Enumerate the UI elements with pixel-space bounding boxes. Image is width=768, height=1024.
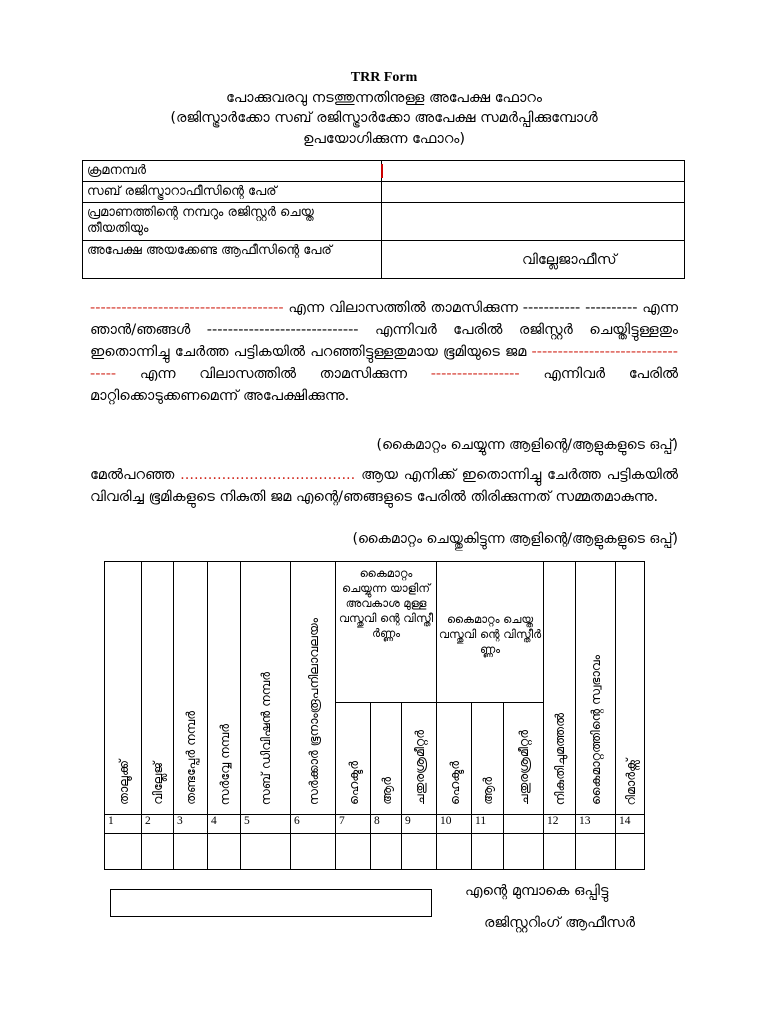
document-number-date-field[interactable] — [382, 203, 685, 241]
application-paragraph: ------------------------------------- എന്ന വിലാസത്തിൽ താമസിക്കുന്ന ----------- ---------- എന്ന ഞാൻ/ഞങ്ങൾ ----------------------------- എന്നിവർ പേരിൽ രജിസ്റ്റർ ചെയ്തിട്ടുള്ളതും ഇതൊന്നിച്ചു ചേർത്ത പട്ടികയിൽ പറഞ്ഞിട്ടുള്ളതുമായ ഭൂമിയുടെ ജമ --------------------------------- എന്ന വിലാസത്തിൽ താമസിക്കുന്ന ----------------- എന്നിവർ പേരിൽ മാറ്റിക്കൊടുക്കണമെന്ന് അപേക്ഷിക്കുന്നു. — [90, 300, 678, 404]
column-number: 6 — [291, 815, 336, 834]
data-cell[interactable] — [174, 834, 208, 870]
table-row — [105, 834, 645, 870]
form-heading: പോക്കുവരവു നടത്തുന്നതിനുള്ള അപേക്ഷ ഫോറം — [226, 90, 542, 106]
data-cell[interactable] — [336, 834, 371, 870]
table-row — [83, 241, 685, 279]
data-cell[interactable] — [142, 834, 174, 870]
column-number: 10 — [437, 815, 472, 834]
registering-officer-label: രജിസ്റ്ററിംഗ് ആഫീസർ — [484, 915, 636, 931]
property-table — [104, 561, 645, 870]
data-cell[interactable] — [437, 834, 472, 870]
subheader-are: ആർ — [472, 703, 504, 815]
column-group-transferred-area: കൈമാറ്റം ചെയ്ത വസ്തുവി ന്റെ വിസ്തീർ ണ്ണം — [437, 562, 544, 703]
data-cell[interactable] — [544, 834, 576, 870]
column-header-tax: നികുതിചുമത്തൽ — [544, 562, 576, 815]
column-header-government: സർക്കാർ ഭൂനാംരൂപനിലാവലയം — [291, 562, 336, 815]
consent-name-blank[interactable]: ...................................... — [180, 467, 356, 483]
column-header-subdivision-number: സബ് ഡിവിഷൻ നമ്പർ — [241, 562, 291, 815]
sub-registrar-office-field[interactable] — [382, 182, 685, 203]
column-number: 7 — [336, 815, 371, 834]
column-number: 8 — [371, 815, 402, 834]
subheader-hectare: ഹെക്ടർ — [336, 703, 371, 815]
transferee-names-blank[interactable]: ----------------- — [430, 366, 520, 382]
transferee-blank[interactable]: --------------------------------- — [90, 344, 678, 382]
subheader-sqm: ചതുരശ്രമീറ്റർ — [504, 703, 544, 815]
data-cell[interactable] — [504, 834, 544, 870]
data-cell[interactable] — [241, 834, 291, 870]
column-header-survey-number: സർവ്വേ നമ്പർ — [208, 562, 241, 815]
table-row — [83, 182, 685, 203]
column-number: 5 — [241, 815, 291, 834]
form-subheading: (രജിസ്ട്രാർക്കോ സബ് രജിസ്ട്രാർക്കോ അപേക്ഷ സമർപ്പിക്കുമ്പോൾ — [170, 110, 598, 126]
registering-officer-signature-box[interactable] — [110, 889, 432, 917]
subheader-are: ആർ — [371, 703, 402, 815]
serial-number-label: ക്രമനമ്പർ — [83, 161, 382, 182]
form-title: TRR Form — [350, 70, 418, 85]
column-number: 3 — [174, 815, 208, 834]
data-cell[interactable] — [402, 834, 437, 870]
column-header-remarks: റിമാർക്സ് — [616, 562, 645, 815]
serial-number-field[interactable] — [382, 161, 685, 182]
signed-before-me-label: എന്റെ മുമ്പാകെ ഒപ്പിട്ടു — [465, 883, 609, 899]
column-number: 11 — [472, 815, 504, 834]
destination-office-label: അപേക്ഷ അയക്കേണ്ട ആഫീസിന്റെ പേര് — [83, 241, 382, 279]
column-number: 4 — [208, 815, 241, 834]
data-cell[interactable] — [616, 834, 645, 870]
data-cell[interactable] — [105, 834, 142, 870]
column-number: 9 — [402, 815, 437, 834]
column-number: 13 — [576, 815, 616, 834]
form-subheading-cont: ഉപയോഗിക്കുന്ന ഫോറം) — [302, 131, 466, 147]
column-header-thandaper: തണ്ടപ്പേർ നമ്പർ — [174, 562, 208, 815]
column-group-transferor-area: കൈമാറ്റം ചെയ്യുന്ന യാളിന് അവകാശ മുള്ള വസ്തുവി ന്റെ വിസ്തീ ർണ്ണം — [336, 562, 437, 703]
column-header-village: വില്ലേജ് — [142, 562, 174, 815]
column-number — [504, 815, 544, 834]
table-row — [83, 161, 685, 182]
subheader-sqm: ചതുരശ്രമീറ്റർ — [402, 703, 437, 815]
data-cell[interactable] — [371, 834, 402, 870]
name-blank[interactable]: ----------- — [522, 300, 581, 316]
column-number: 14 — [616, 815, 645, 834]
column-number: 12 — [544, 815, 576, 834]
document-number-date-label: പ്രമാണത്തിന്റെ നമ്പറും രജിസ്റ്റർ ചെയ്ത തീയതിയും — [83, 203, 382, 241]
destination-office-field[interactable]: വില്ലേജാഫീസ് — [382, 241, 685, 279]
info-table — [82, 160, 685, 279]
data-cell[interactable] — [208, 834, 241, 870]
table-row — [105, 815, 645, 834]
transferor-signature-label: (കൈമാറ്റം ചെയ്യുന്ന ആളിന്റെ/ആളുകളുടെ ഒപ്പ്) — [376, 437, 678, 453]
table-row — [83, 203, 685, 241]
data-cell[interactable] — [291, 834, 336, 870]
consent-paragraph: മേൽപറഞ്ഞ ...................................... ആയ എനിക്ക് ഇതൊന്നിച്ചു ചേർത്ത പട്ടികയിൽ വിവരിച്ച ഭൂമികളുടെ നികുതി ജമ എന്റെ/ഞങ്ങളുടെ പേരിൽ തിരിക്കുന്നത് സമ്മതമാകുന്നു. — [90, 467, 678, 505]
subheader-hectare: ഹെക്ടർ — [437, 703, 472, 815]
sub-registrar-office-label: സബ് രജിസ്ട്രാറാഫീസിന്റെ പേര് — [83, 182, 382, 203]
data-cell[interactable] — [472, 834, 504, 870]
owner-blank[interactable]: ----------------------------- — [206, 322, 359, 338]
column-number: 2 — [142, 815, 174, 834]
column-number: 1 — [105, 815, 142, 834]
transferee-signature-label: (കൈമാറ്റം ചെയ്തുകിട്ടുന്ന ആളിന്റെ/ആളുകളുടെ ഒപ്പ്) — [352, 531, 678, 547]
name-blank-cont[interactable]: ---------- — [585, 300, 638, 316]
data-cell[interactable] — [576, 834, 616, 870]
column-header-transfer-nature: കൈമാറ്റത്തിന്റെ സ്വഭാവം — [576, 562, 616, 815]
column-header-taluk: താലൂക്ക് — [105, 562, 142, 815]
address-blank[interactable]: ------------------------------------- — [90, 300, 284, 316]
